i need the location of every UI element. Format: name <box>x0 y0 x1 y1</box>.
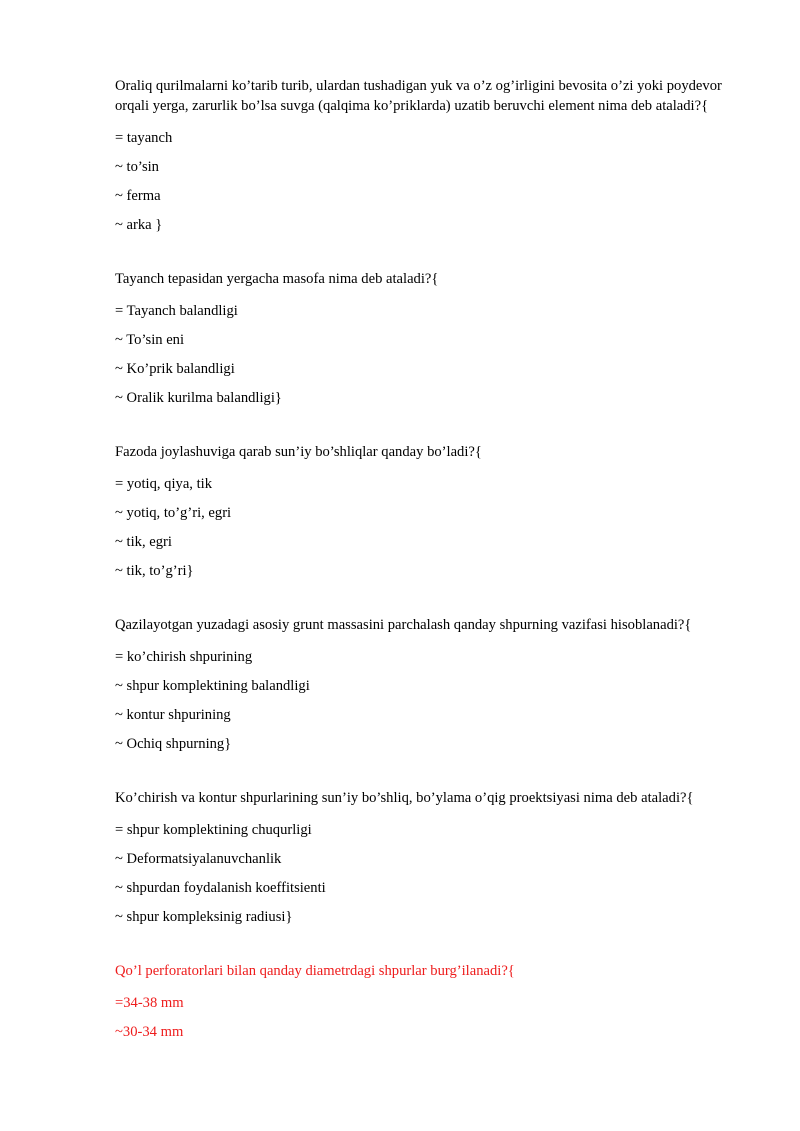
answer-option: ~ ferma <box>115 188 161 204</box>
answer-option: = ko’chirish shpurining <box>115 649 253 665</box>
answer-option: ~ shpurdan foydalanish koeffitsienti <box>115 880 326 896</box>
question-text: Oraliq qurilmalarni ko’tarib turib, ulardan tushadigan yuk va o’z og’irligini bevosita o’zi yoki poydevor orqali yerga, zarurlik bo’lsa suvga (qalqima ko’priklarda) uzatib beruvchi element nima deb ataladi?{ <box>115 78 722 114</box>
question-text: Tayanch tepasidan yergacha masofa nima deb ataladi?{ <box>115 271 439 287</box>
question-block-1 <box>115 76 755 240</box>
answer-option: = Tayanch balandligi <box>115 303 238 319</box>
answer-option: ~ Oralik kurilma balandligi} <box>115 390 282 406</box>
answer-option: ~ Ochiq shpurning} <box>115 736 232 752</box>
answer-option: ~ arka } <box>115 217 163 233</box>
answer-option: ~ Deformatsiyalanuvchanlik <box>115 851 282 867</box>
question-block-2 <box>115 269 755 413</box>
answer-option: ~ To’sin eni <box>115 332 185 348</box>
answer-option: ~ shpur komplektining balandligi <box>115 678 310 694</box>
answer-option: ~ to’sin <box>115 159 159 175</box>
answer-option: = shpur komplektining chuqurligi <box>115 822 312 838</box>
answer-option: ~ tik, egri <box>115 534 172 550</box>
answer-option: ~30-34 mm <box>115 1024 184 1040</box>
answer-option: = tayanch <box>115 130 173 146</box>
answer-option: ~ tik, to’g’ri} <box>115 563 194 579</box>
answer-option: ~ Ko’prik balandligi <box>115 361 235 377</box>
answer-option: ~ kontur shpurining <box>115 707 231 723</box>
question-text: Qazilayotgan yuzadagi asosiy grunt massasini parchalash qanday shpurning vazifasi hisoblanadi?{ <box>115 617 692 633</box>
question-text: Ko’chirish va kontur shpurlarining sun’iy bo’shliq, bo’ylama o’qig proektsiyasi nima deb ataladi?{ <box>115 790 694 806</box>
answer-option: = yotiq, qiya, tik <box>115 476 213 492</box>
question-block-6-highlighted <box>115 961 755 1047</box>
document-page <box>115 76 755 1076</box>
question-block-5 <box>115 788 755 932</box>
question-block-4 <box>115 615 755 759</box>
answer-option: ~ shpur kompleksinig radiusi} <box>115 909 293 925</box>
question-text: Qo’l perforatorlari bilan qanday diametrdagi shpurlar burg’ilanadi?{ <box>115 963 515 979</box>
question-text: Fazoda joylashuviga qarab sun’iy bo’shliqlar qanday bo’ladi?{ <box>115 444 482 460</box>
answer-option: =34-38 mm <box>115 995 184 1011</box>
answer-option: ~ yotiq, to’g’ri, egri <box>115 505 232 521</box>
question-block-3 <box>115 442 755 586</box>
